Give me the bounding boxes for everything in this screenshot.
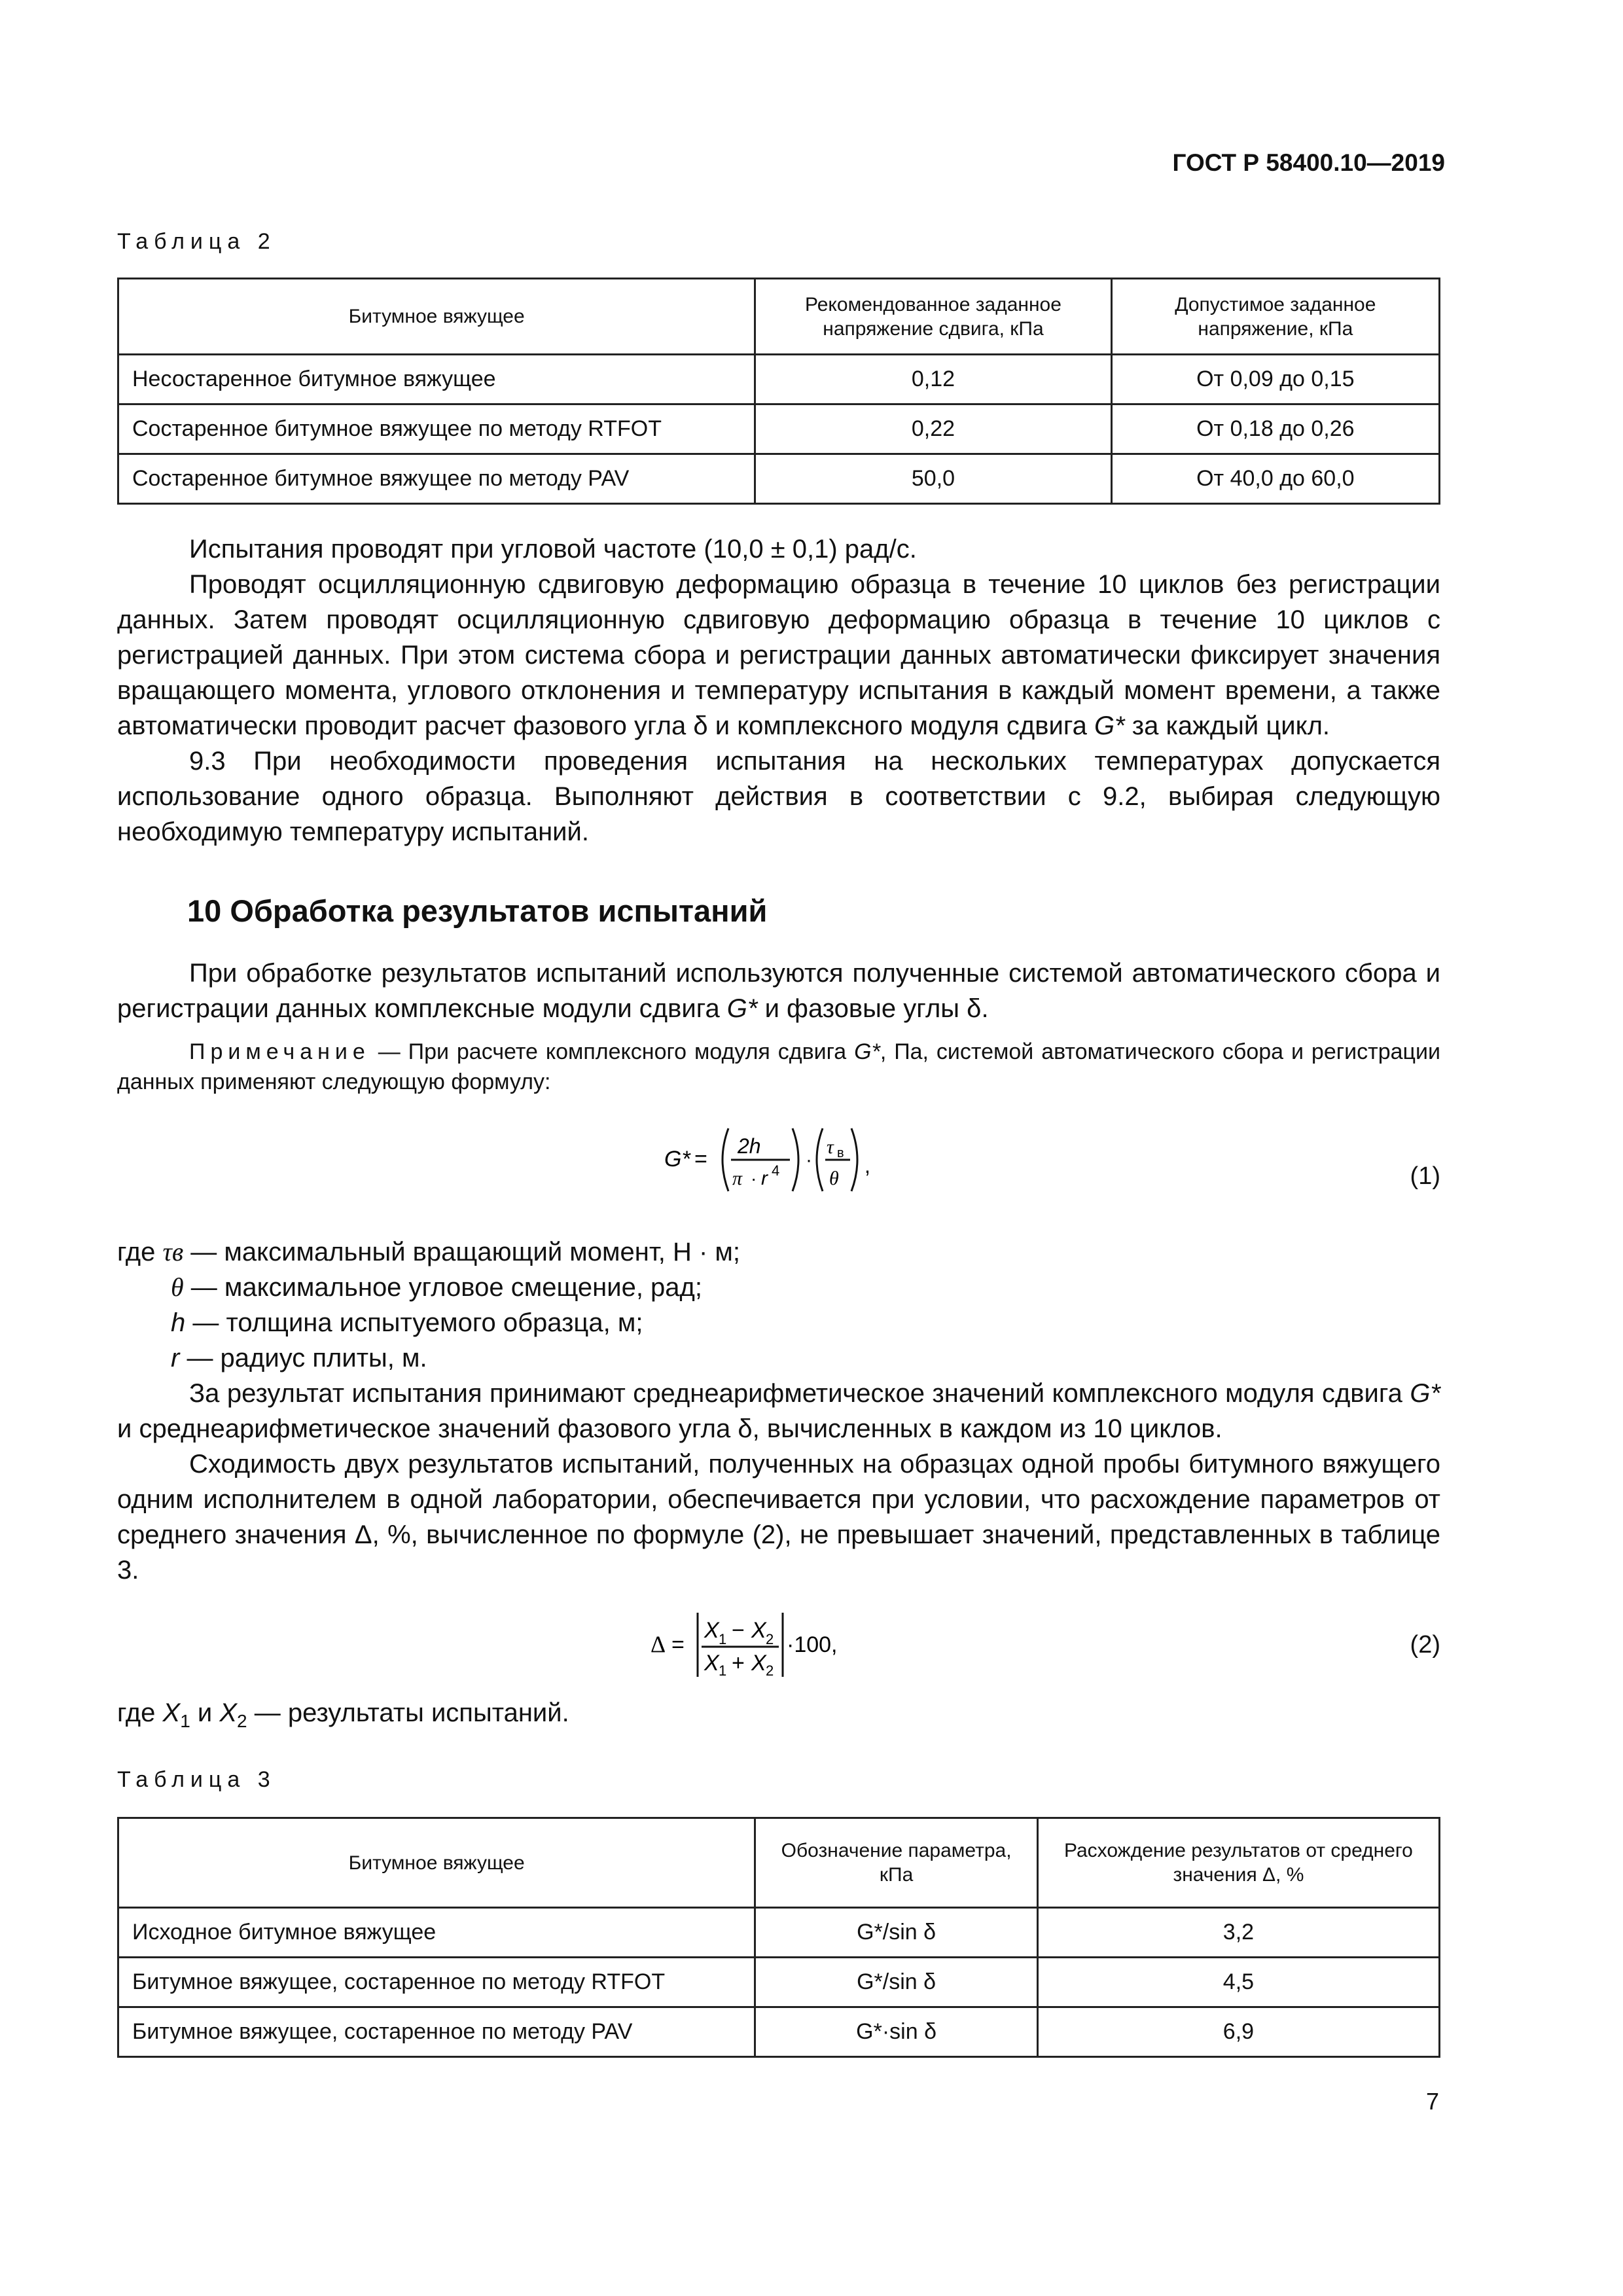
definition-item: r — радиус плиты, м.	[171, 1344, 427, 1372]
body-text-1	[117, 531, 1440, 850]
table-cell: Битумное вяжущее, состаренное по методу RTFOT	[118, 1958, 755, 2007]
paragraph: Проводят осцилляционную сдвиговую деформацию образца в течение 10 циклов без регистрации данных. Затем проводят осцилляционную сдвиговую деформацию образца в течение 10 циклов с регистрацией данных. При этом система сбора и регистрации данных автоматически фиксирует значения вращающего момента, углового отклонения и температуру испытания в каждый момент времени, а также автоматически проводит расчет фазового угла δ и комплексного модуля сдвига G* за каждый цикл.	[117, 570, 1440, 740]
formula-number: (2)	[1410, 1631, 1440, 1659]
svg-text:=: =	[671, 1632, 685, 1657]
table2-header-cell: Допустимое заданное напряжение, кПа	[1111, 279, 1439, 355]
formula-number: (1)	[1410, 1162, 1440, 1190]
table-cell: G*/sin δ	[755, 1908, 1038, 1958]
table3	[117, 1817, 1440, 2058]
paragraph: За результат испытания принимают среднеарифметическое значений комплексного модуля сдвига G* и среднеарифметическое значений фазового угла δ, вычисленных в каждом из 10 циклов.	[117, 1379, 1440, 1443]
table2-caption: Таблица 2	[117, 229, 276, 254]
definition-item: h — толщина испытуемого образца, м;	[171, 1308, 643, 1337]
svg-text:X: X	[704, 1618, 719, 1643]
table-cell: Несостаренное битумное вяжущее	[118, 355, 755, 404]
section-heading: 10 Обработка результатов испытаний	[187, 893, 768, 928]
svg-text:G*: G*	[664, 1147, 690, 1172]
paragraph: Сходимость двух результатов испытаний, полученных на образцах одной пробы битумного вяжущего одним исполнителем в одной лаборатории, обеспечивается при условии, что расхождение параметров от среднего значения Δ, %, вычисленное по формуле (2), не превышает значений, представленных в таблице 3.	[117, 1450, 1440, 1585]
table-cell: G*·sin δ	[755, 2007, 1038, 2057]
note: Примечание — При расчете комплексного модуля сдвига G*, Па, системой автоматического сбора и регистрации данных применяют следующую формулу:	[117, 1039, 1440, 1094]
svg-text:−: −	[732, 1618, 745, 1643]
formula-1	[651, 1121, 874, 1199]
table-cell: 0,12	[755, 355, 1111, 404]
table-row	[118, 1958, 1440, 2007]
table3-caption: Таблица 3	[117, 1767, 276, 1792]
svg-text:r: r	[761, 1168, 768, 1189]
table-cell: 6,9	[1037, 2007, 1439, 2057]
paragraph: 9.3 При необходимости проведения испытания на нескольких температурах допускается использование одного образца. Выполняют действия в соответствии с 9.2, выбирая следующую необходимую температуру испытаний.	[117, 747, 1440, 846]
table3-header-cell: Обозначение параметра, кПа	[755, 1818, 1038, 1908]
table-row	[118, 454, 1440, 504]
svg-text:2: 2	[766, 1631, 774, 1647]
table-cell: G*/sin δ	[755, 1958, 1038, 2007]
table-cell: 0,22	[755, 404, 1111, 454]
table2-header-cell: Рекомендованное заданное напряжение сдвига, кПа	[755, 279, 1111, 355]
table-row	[118, 2007, 1440, 2057]
definition-item: где τв — максимальный вращающий момент, Н · м;	[117, 1237, 741, 1266]
svg-text:τ: τ	[827, 1136, 834, 1158]
paragraph: При обработке результатов испытаний используются полученные системой автоматического сбора и регистрации данных комплексные модули сдвига G* и фазовые углы δ.	[117, 959, 1440, 1023]
formula-2	[648, 1609, 883, 1681]
definition-item: θ — максимальное угловое смещение, рад;	[171, 1272, 702, 1302]
table-cell: Состаренное битумное вяжущее по методу RTFOT	[118, 404, 755, 454]
paragraph: Испытания проводят при угловой частоте (10,0 ± 0,1) рад/с.	[189, 535, 917, 564]
table-row	[118, 404, 1440, 454]
svg-text:,: ,	[865, 1154, 870, 1177]
svg-text:·: ·	[751, 1168, 757, 1189]
where-x: где $X_1$ и $X_2$ — результаты испытаний.	[117, 1698, 569, 1731]
table-cell: От 0,18 до 0,26	[1111, 404, 1439, 454]
table-cell: Битумное вяжущее, состаренное по методу PAV	[118, 2007, 755, 2057]
table2-header-cell: Битумное вяжущее	[118, 279, 755, 355]
svg-text:θ: θ	[829, 1168, 839, 1189]
svg-text:Δ: Δ	[651, 1631, 666, 1657]
svg-text:2h: 2h	[738, 1134, 761, 1158]
svg-text:+: +	[732, 1651, 745, 1676]
table2	[117, 278, 1440, 505]
table-cell: 3,2	[1037, 1908, 1439, 1958]
table3-header-cell: Битумное вяжущее	[118, 1818, 755, 1908]
svg-text:·: ·	[806, 1149, 812, 1171]
svg-text:2: 2	[766, 1662, 774, 1679]
svg-text:π: π	[732, 1168, 743, 1189]
table3-header-row	[118, 1818, 1440, 1908]
table-cell: 50,0	[755, 454, 1111, 504]
svg-text:4: 4	[772, 1162, 780, 1179]
svg-text:1: 1	[719, 1662, 727, 1679]
standard-number: ГОСТ Р 58400.10—2019	[1172, 149, 1445, 176]
table-cell: Исходное битумное вяжущее	[118, 1908, 755, 1958]
svg-text:X: X	[704, 1651, 719, 1676]
table-cell: 4,5	[1037, 1958, 1439, 2007]
svg-text:в: в	[837, 1146, 844, 1160]
definitions-list	[117, 1234, 740, 1376]
table-cell: Состаренное битумное вяжущее по методу PAV	[118, 454, 755, 504]
svg-text:X: X	[751, 1618, 766, 1643]
body-text-2	[117, 956, 1440, 1026]
svg-text:1: 1	[719, 1631, 727, 1647]
table-cell: От 40,0 до 60,0	[1111, 454, 1439, 504]
svg-text:X: X	[751, 1651, 766, 1676]
body-text-3	[117, 1376, 1440, 1588]
table-row	[118, 1908, 1440, 1958]
table3-header-cell: Расхождение результатов от среднего значения Δ, %	[1037, 1818, 1439, 1908]
page-number: 7	[1425, 2088, 1439, 2115]
svg-text:·100,: ·100,	[787, 1632, 838, 1657]
table-row	[118, 355, 1440, 404]
svg-text:=: =	[694, 1147, 707, 1172]
table-cell: От 0,09 до 0,15	[1111, 355, 1439, 404]
table2-header-row	[118, 279, 1440, 355]
